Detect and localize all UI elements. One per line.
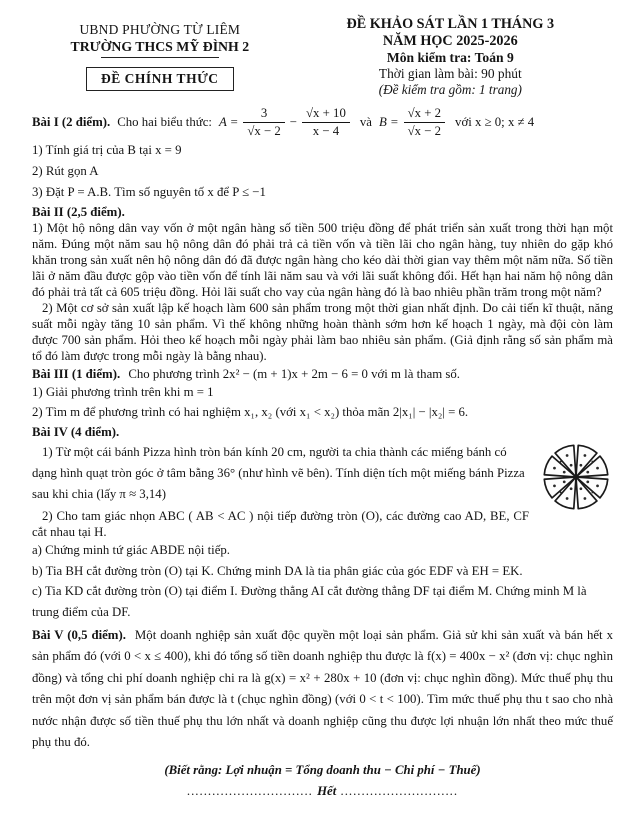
section-bai-1: [32, 106, 613, 203]
het-dots-right: ............................: [340, 784, 459, 799]
section-bai-3: [32, 367, 613, 423]
bai5-text: Một doanh nghiệp sản xuất độc quyền một loại sản phẩm. Giả sử khi sản xuất và bán hết x sản phẩm đó (với 0 < x ≤ 400), khi đó tổng số tiền doanh nghiệp thu được là f(x) = 400x − x² (đơn vị: chục nghìn đồng) và tổng chi phí doanh nghiệp chi ra là g(x) = x² + 280x + 10 (đơn vị: chục nghìn đồng). Mức thuế phụ thu trên một đơn vị sản phẩm bán được là t (chục nghìn đồng) (với 0 < t < 100). Tìm mức thuế phụ thu t sao cho nhà nước nhận được số tiền thuế phụ thu lớn nhất và doanh nghiệp cũng thu được lợi nhuận lớn nhất theo mức thuế phụ thu đó.: [32, 627, 613, 750]
section-bai-2: [32, 205, 613, 365]
bai5-statement: [32, 625, 613, 754]
bai1-intro: Cho hai biểu thức:: [117, 114, 212, 129]
bai4-question-c: c) Tia KD cắt đường tròn (O) tại điểm I. Đường thẳng AI cắt đường thẳng DF tại điểm M. Chứng minh M là trung điểm của DF.: [32, 584, 587, 620]
pizza-illustration: [541, 442, 611, 512]
header: [32, 16, 613, 98]
bai4-question-a: a) Chứng minh tứ giác ABDE nội tiếp.: [32, 542, 230, 557]
bai4-problem-2: 2) Cho tam giác nhọn ABC ( AB < AC ) nội tiếp đường tròn (O), các đường cao AD, BE, CF cắt nhau tại H.: [32, 508, 529, 539]
bai3-question-1: 1) Giải phương trình trên khi m = 1: [32, 384, 214, 399]
bai1-question-2: 2) Rút gọn A: [32, 164, 99, 179]
formula-B-lhs: B =: [378, 114, 399, 129]
bai1-question-1: 1) Tính giá trị của B tại x = 9: [32, 143, 182, 158]
bai3-statement: [32, 367, 613, 382]
header-left: [32, 16, 288, 91]
bai2-title: Bài II (2,5 điểm).: [32, 204, 125, 219]
section-bai-4: [32, 425, 613, 623]
formula-B-fraction: $\frac{√x + 2}{√x - 2}$: [404, 106, 445, 138]
bai1-question-3: 3) Đặt P = A.B. Tìm số nguyên tố x để P ≤ −1: [32, 184, 266, 199]
bai5-title: Bài V (0,5 điểm).: [32, 627, 126, 642]
bai4-problem-1-block: [32, 442, 613, 506]
exam-body: [32, 106, 613, 799]
bai1-condition: với x ≥ 0; x ≠ 4: [455, 114, 535, 129]
header-right: [288, 16, 613, 98]
footer-note: (Biết rằng: Lợi nhuận = Tổng doanh thu − Chi phí − Thuế): [164, 762, 481, 777]
bai1-va: và: [359, 114, 372, 129]
bai2-problem-1: 1) Một hộ nông dân vay vốn ở một ngân hàng số tiền 500 triệu đồng để phát triển sản xuất trong thời hạn một năm. Đúng một năm sau hộ nông dân đó phải trả cả tiền vốn và tiền lãi cho ngân hàng, tuy nhiên do gặp khó khăn trong sản xuất nên hộ nông dân đó đã được ngân hàng cho kéo dài thời gian vay thêm một năm nữa. Số tiền lãi ở năm đầu được gộp vào tiền vốn để tính lãi năm sau và với lãi suất không đổi. Hết hạn hai năm hộ nông dân đó phải trả tất cả 605 triệu đồng. Hỏi lãi suất cho vay của ngân hàng đó là bao nhiêu phần trăm trong một năm?: [32, 220, 613, 299]
bai3-intro: Cho phương trình 2x² − (m + 1)x + 2m − 6 = 0 với m là tham số.: [128, 366, 460, 381]
bai3-title: Bài III (1 điểm).: [32, 366, 121, 381]
school-name: TRƯỜNG THCS MỸ ĐÌNH 2: [70, 39, 250, 54]
official-exam-box: ĐỀ CHÍNH THỨC: [86, 67, 234, 91]
formula-A-fraction-1: $\frac{3}{√x - 2}$: [243, 106, 284, 138]
bai1-statement: [32, 106, 613, 138]
section-bai-5: [32, 625, 613, 754]
bai4-question-b: b) Tia BH cắt đường tròn (O) tại K. Chứng minh DA là tia phân giác của góc EDF và EH = EK.: [32, 563, 523, 578]
bai3-question-2: 2) Tìm m để phương trình có hai nghiệm x₁, x₂ (với x₁ < x₂) thỏa mãn 2|x₁| − |x₂| = 6.: [32, 405, 469, 420]
exam-duration: Thời gian làm bài: 90 phút: [378, 66, 522, 81]
bai1-title: Bài I (2 điểm).: [32, 114, 111, 129]
org-name: UBND PHƯỜNG TỪ LIÊM: [79, 22, 241, 37]
formula-A-fraction-2: $\frac{√x + 10}{x - 4}$: [302, 106, 350, 138]
footer: [32, 760, 613, 799]
exam-page-count-note: (Đề kiểm tra gồm: 1 trang): [378, 82, 522, 97]
exam-school-year: NĂM HỌC 2025-2026: [382, 33, 518, 49]
exam-subject: Môn kiểm tra: Toán 9: [386, 50, 514, 65]
bai4-title: Bài IV (4 điểm).: [32, 424, 120, 439]
exam-title: ĐỀ KHẢO SÁT LẦN 1 THÁNG 3: [346, 16, 555, 32]
formula-A-lhs: A =: [218, 114, 239, 129]
het-dots-left: ..............................: [186, 784, 313, 799]
bai4-problem-1: 1) Từ một cái bánh Pizza hình tròn bán kính 20 cm, người ta chia thành các miếng bánh có dạng hình quạt tròn góc ở tâm bằng 36° (như hình vẽ bên). Tính diện tích một miếng bánh Pizza sau khi chia (lấy π ≈ 3,14): [32, 444, 525, 502]
bai2-problem-2: 2) Một cơ sở sản xuất lập kế hoạch làm 600 sản phẩm trong một thời gian nhất định. Do cải tiến kĩ thuật, năng suất mỗi ngày tăng 10 sản phẩm. Vì thế không những hoàn thành sớm hơn kế hoạch 1 ngày, mà đội còn làm được 700 sản phẩm. Hỏi theo kế hoạch mỗi ngày phải làm bao nhiêu sản phẩm. (Giả định rằng số sản phẩm mà tổ đó làm được trong mỗi ngày là bằng nhau).: [32, 301, 613, 364]
het-word: Hết: [317, 784, 337, 799]
het-line: [32, 784, 613, 799]
formula-A-minus: −: [289, 114, 298, 129]
